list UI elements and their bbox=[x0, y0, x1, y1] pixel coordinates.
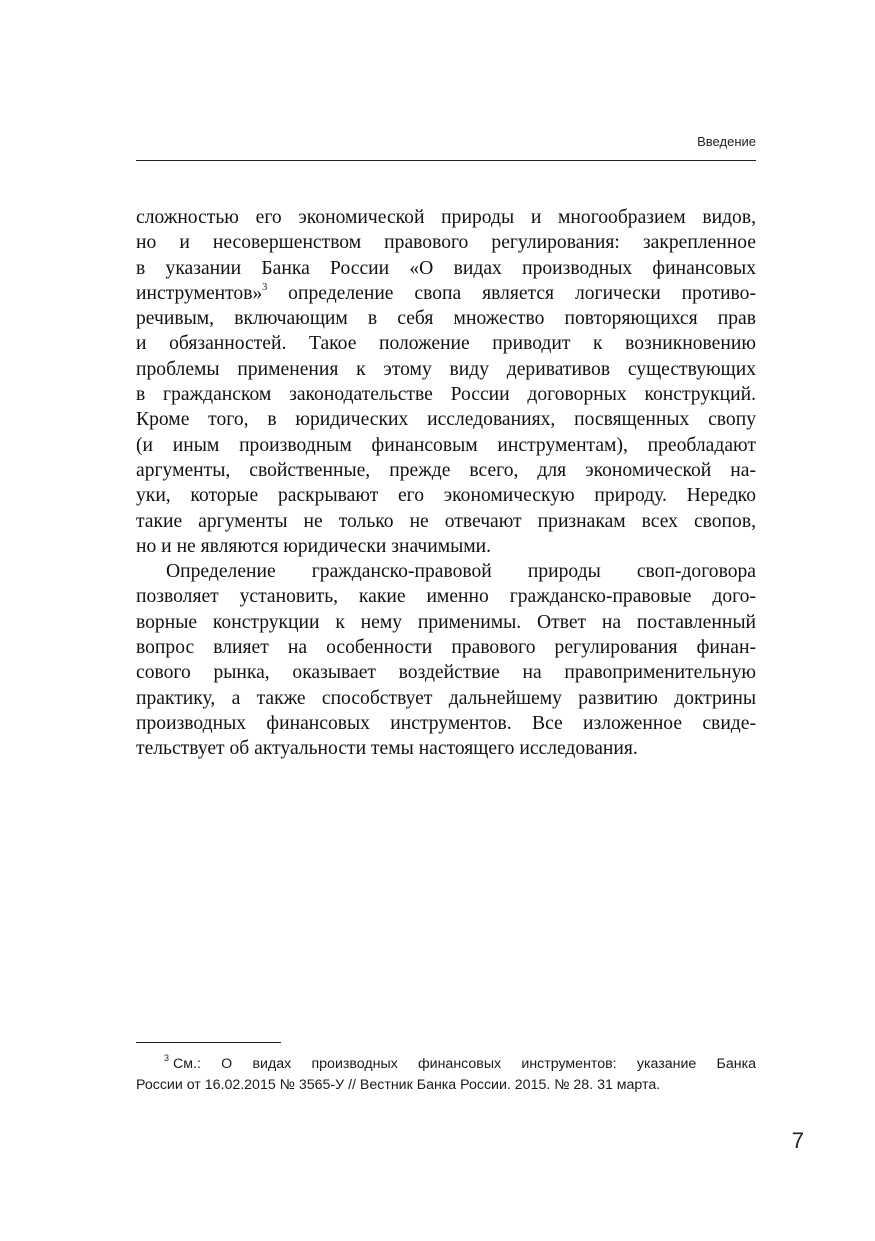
text-line: сложностью его экономической природы и многообразием видов, bbox=[136, 207, 756, 228]
footnote-text: См.: О видах производных финансовых инструментов: указание Банка bbox=[173, 1056, 756, 1072]
paragraph-1 bbox=[136, 205, 756, 559]
text-line: проблемы применения к этому виду деривативов существующих bbox=[136, 358, 756, 380]
text-line: в указании Банка России «О видах производных финансовых bbox=[136, 257, 756, 279]
paragraph-2 bbox=[136, 559, 756, 761]
text-line: позволяет установить, какие именно гражданско-правовые дого- bbox=[136, 586, 756, 608]
text-line: уки, которые раскрывают его экономическую природу. Нередко bbox=[136, 485, 756, 507]
footnote-line: России от 16.02.2015 № 3565-У // Вестник Банка России. 2015. № 28. 31 марта. bbox=[136, 1077, 661, 1093]
text-line: сового рынка, оказывает воздействие на правоприменительную bbox=[136, 662, 756, 684]
text-line: ворные конструкции к нему применимы. Ответ на поставленный bbox=[136, 611, 756, 633]
text-line: но и несовершенством правового регулирования: закрепленное bbox=[136, 232, 756, 254]
text-line-with-footnote-ref bbox=[136, 281, 756, 306]
footnote-line bbox=[136, 1054, 756, 1075]
header-divider bbox=[136, 160, 756, 161]
text-line: производных финансовых инструментов. Все изложенное свиде- bbox=[136, 712, 756, 734]
text-line: (и иным производным финансовым инструментам), преобладают bbox=[136, 434, 756, 456]
text-line: такие аргументы не только не отвечают признакам всех свопов, bbox=[136, 510, 756, 532]
text-line: Кроме того, в юридических исследованиях, посвященных свопу bbox=[136, 409, 756, 431]
page-number: 7 bbox=[791, 1128, 804, 1153]
footnote-divider bbox=[136, 1042, 281, 1043]
text-line: аргументы, свойственные, прежде всего, для экономической на- bbox=[136, 459, 756, 481]
footnote bbox=[136, 1054, 756, 1096]
text-line: речивым, включающим в себя множество повторяющихся прав bbox=[136, 308, 756, 330]
footnote-marker: 3 bbox=[164, 1053, 170, 1064]
text-line: вопрос влияет на особенности правового регулирования финан- bbox=[136, 637, 756, 659]
text-line: тельствует об актуальности темы настоящего исследования. bbox=[136, 738, 638, 760]
text-line: но и не являются юридически значимыми. bbox=[136, 535, 492, 557]
text-fragment: определение свопа является логически противо- bbox=[267, 282, 756, 304]
text-line: практику, а также способствует дальнейшему развитию доктрины bbox=[136, 687, 756, 709]
footnote-reference[interactable]: 3 bbox=[262, 282, 268, 294]
text-fragment: инструментов» bbox=[136, 282, 263, 304]
running-head-title: Введение bbox=[697, 134, 756, 149]
text-line: в гражданском законодательстве России договорных конструкций. bbox=[136, 384, 756, 406]
text-line: Определение гражданско-правовой природы своп-договора bbox=[166, 561, 756, 583]
body-text bbox=[136, 205, 756, 762]
text-line: и обязанностей. Такое положение приводит к возникновению bbox=[136, 333, 756, 355]
